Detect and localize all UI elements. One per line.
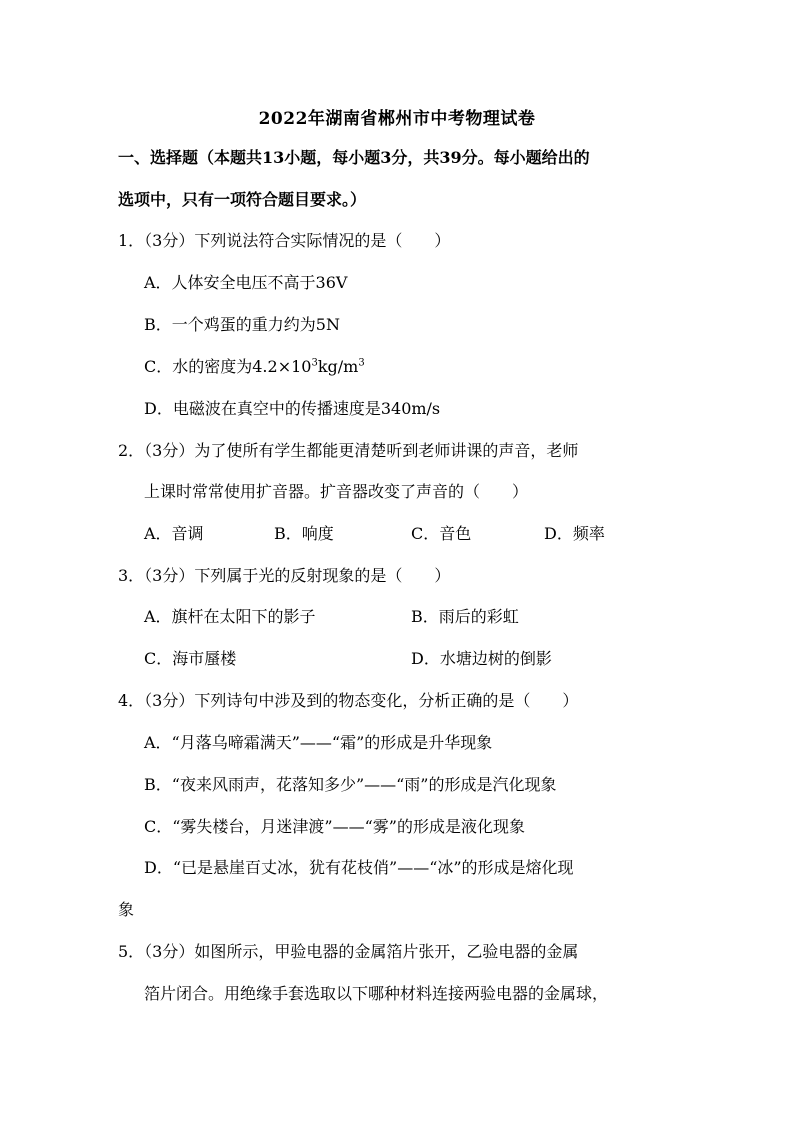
q4-stem: 4．（3分）下列诗句中涉及到的物态变化，分析正确的是（ ）	[118, 691, 579, 710]
q1-option-b: B．一个鸡蛋的重力约为5N	[144, 315, 340, 334]
q1-option-c-exp2: 3	[358, 357, 365, 369]
q4-option-d-line1: D．“已是悬崖百丈冰，犹有花枝俏”——“冰”的形成是熔化现	[144, 858, 574, 877]
q1-stem: 1．（3分）下列说法符合实际情况的是（ ）	[118, 231, 451, 250]
q1-option-c-pre: C．水的密度为4.2×10	[144, 357, 312, 376]
q2-option-a: A．音调	[144, 524, 204, 543]
q1-option-a: A．人体安全电压不高于36V	[144, 273, 348, 292]
q3-option-a: A．旗杆在太阳下的影子	[144, 607, 316, 626]
q1-option-c	[144, 355, 365, 379]
q3-option-b: B．雨后的彩虹	[411, 607, 519, 626]
q1-option-c-exp1: 3	[311, 357, 318, 369]
q3-option-d: D．水塘边树的倒影	[411, 649, 552, 668]
q3-stem: 3．（3分）下列属于光的反射现象的是（ ）	[118, 566, 451, 585]
section-heading-line1: 一、选择题（本题共13小题，每小题3分，共39分。每小题给出的	[118, 148, 590, 167]
q4-option-b: B．“夜来风雨声，花落知多少”——“雨”的形成是汽化现象	[144, 775, 557, 794]
q2-option-b: B．响度	[274, 524, 334, 543]
q5-stem-line2: 箔片闭合。用绝缘手套选取以下哪种材料连接两验电器的金属球，	[144, 984, 609, 1003]
q4-option-d-line2: 象	[118, 900, 135, 919]
q1-option-d: D．电磁波在真空中的传播速度是340m/s	[144, 399, 441, 418]
q2-stem-line1: 2．（3分）为了使所有学生都能更清楚听到老师讲课的声音，老师	[118, 441, 579, 460]
q2-option-c: C．音色	[411, 524, 472, 543]
q2-stem-line2: 上课时常常使用扩音器。扩音器改变了声音的（ ）	[144, 482, 529, 501]
q5-stem-line1: 5．（3分）如图所示，甲验电器的金属箔片张开，乙验电器的金属	[118, 942, 579, 961]
page-title: 2022年湖南省郴州市中考物理试卷	[258, 109, 536, 129]
q4-option-c: C．“雾失楼台，月迷津渡”——“雾”的形成是液化现象	[144, 817, 525, 836]
q2-option-d: D．频率	[544, 524, 605, 543]
section-heading-line2: 选项中，只有一项符合题目要求。）	[118, 190, 367, 209]
q3-option-c: C．海市蜃楼	[144, 649, 237, 668]
q1-option-c-mid: kg/m	[317, 357, 359, 376]
q4-option-a: A．“月落乌啼霜满天”——“霜”的形成是升华现象	[144, 733, 493, 752]
